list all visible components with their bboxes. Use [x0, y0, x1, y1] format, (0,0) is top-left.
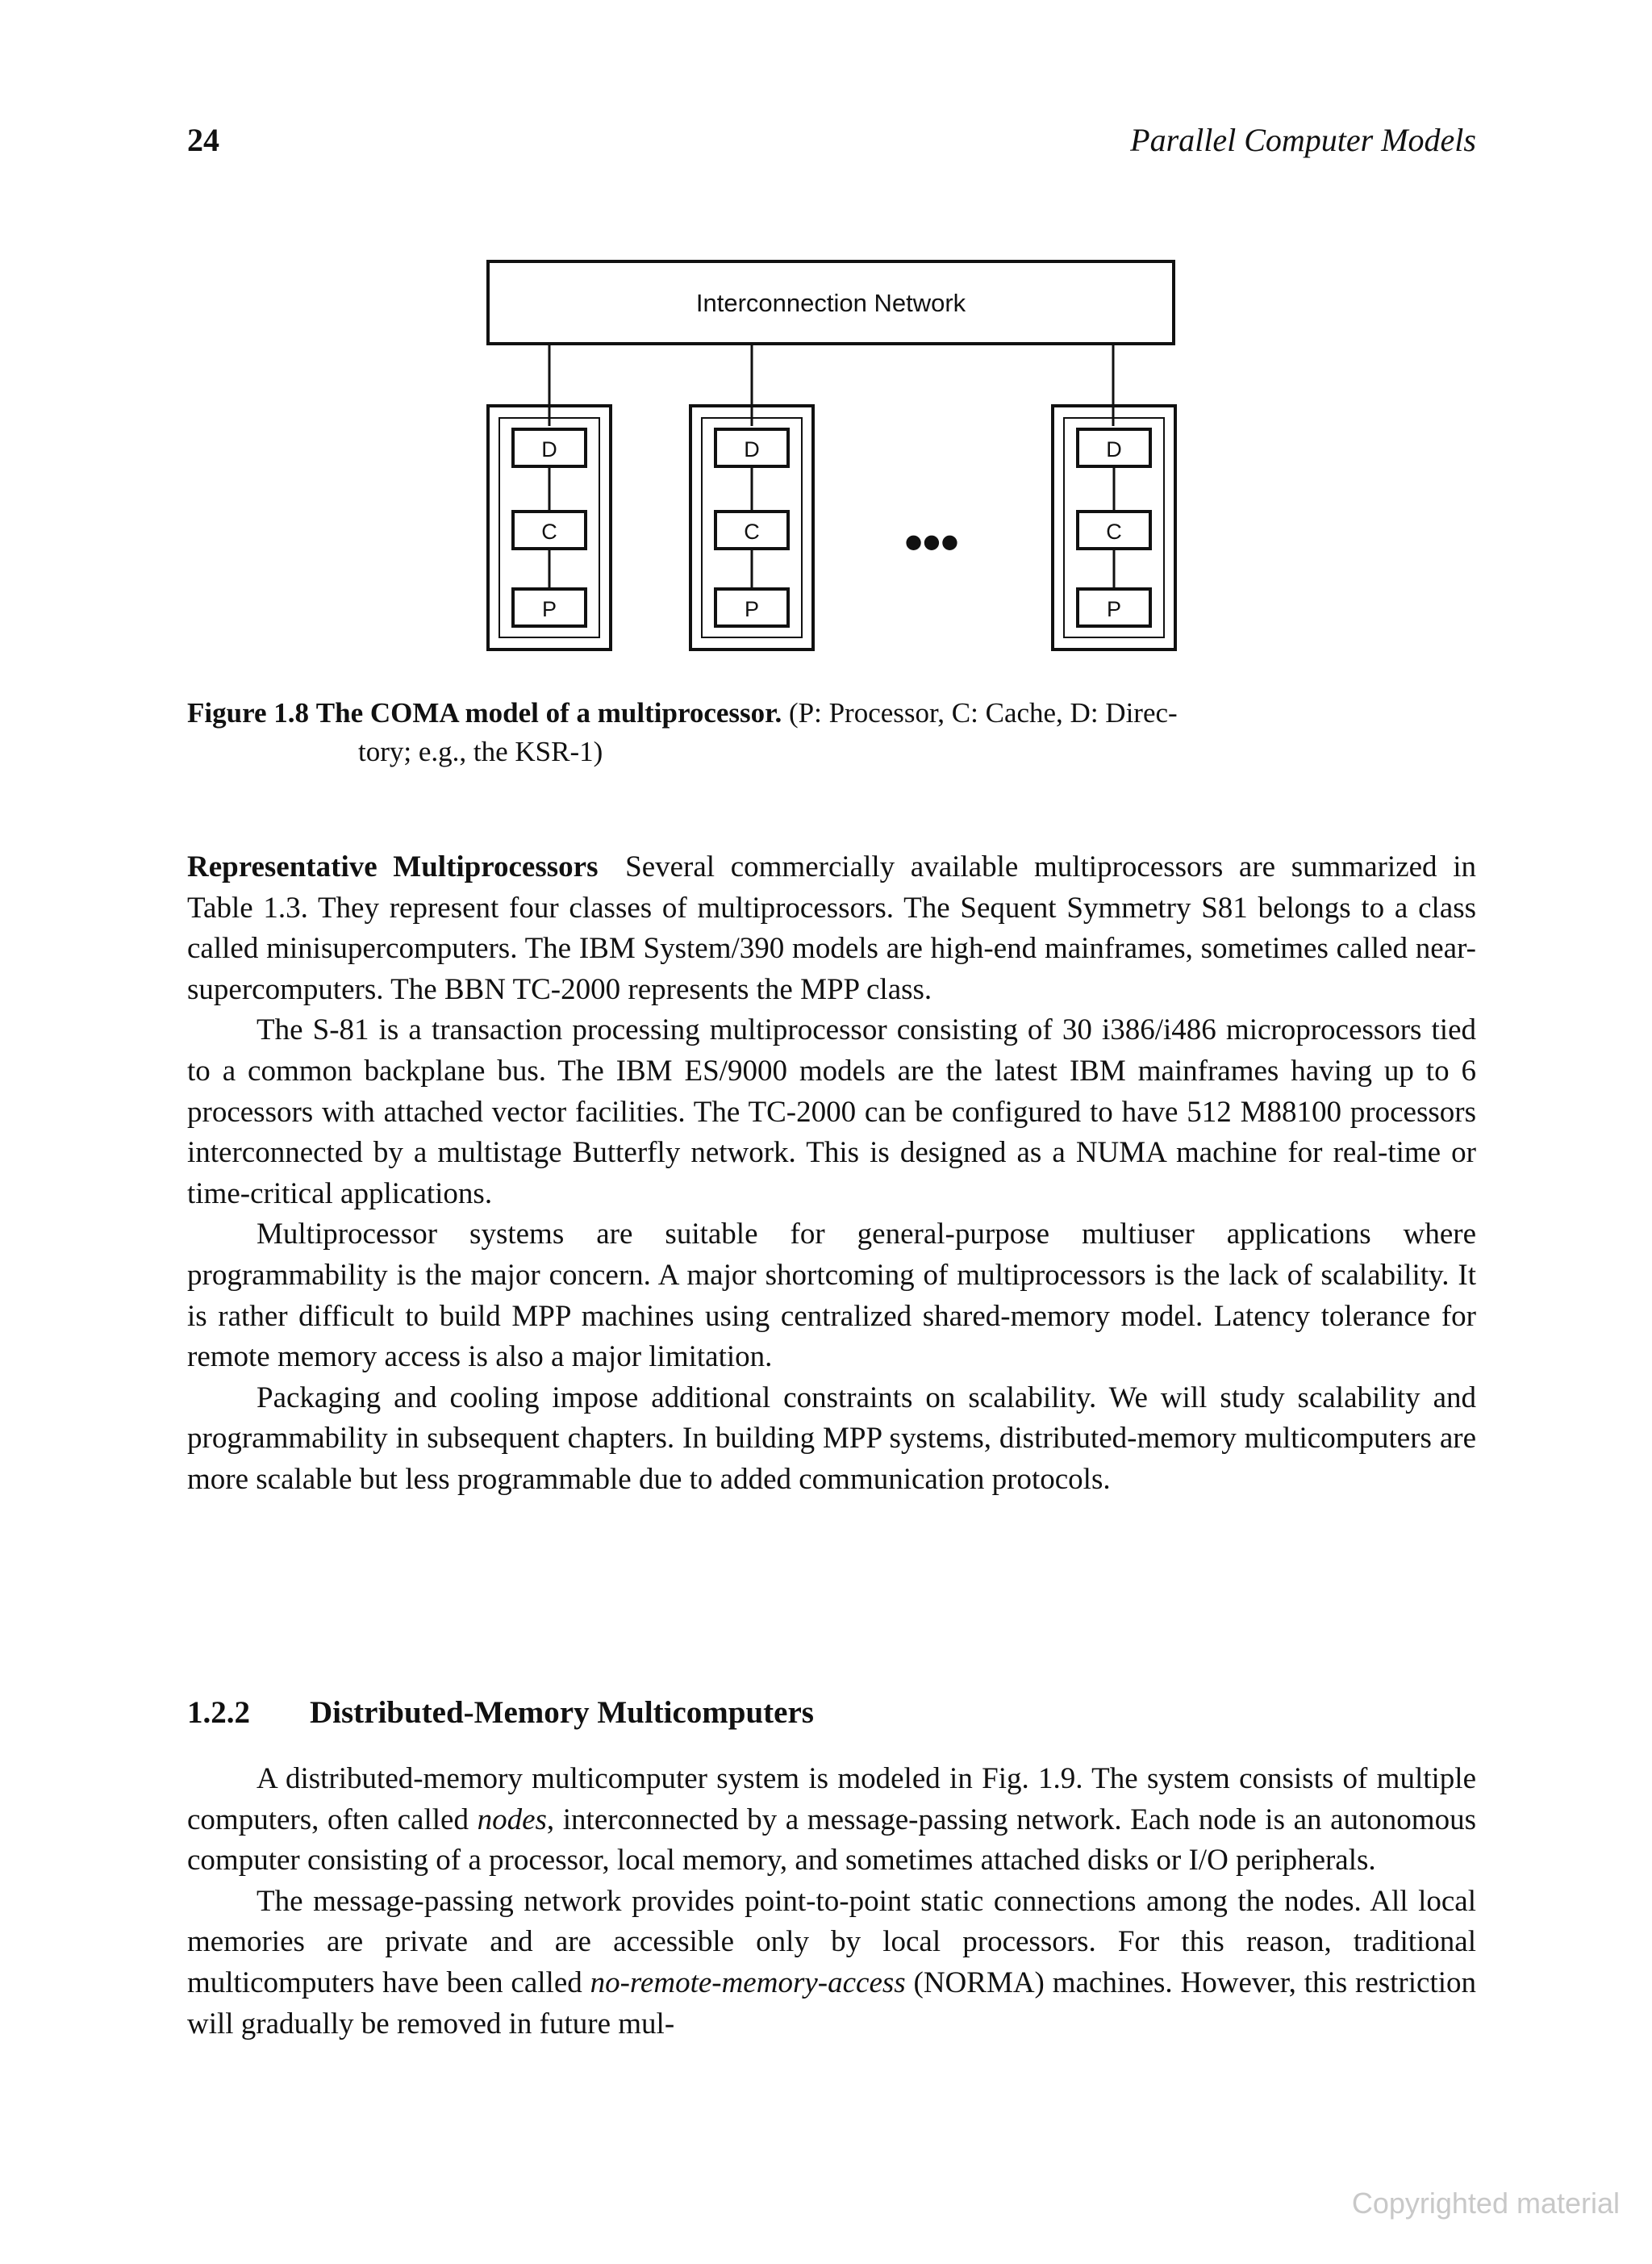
- processor-label: P: [1106, 597, 1122, 621]
- paragraph: The message-passing network provides point-to-point static connections among the nodes. All local memories are private and are accessible only by local processors. For this reason, traditional multicomputers have been called no-remote-memory-access (NORMA) machines. However, this restriction will gradually be removed in future mul-: [187, 1884, 1476, 2041]
- cache-label: C: [1106, 520, 1122, 544]
- paragraph: Packaging and cooling impose additional constraints on scalability. We will study scalability and programmability in subsequent chapters. In building MPP systems, distributed-memory multicomputers are more scalable but less programmable due to added communication protocols.: [187, 1381, 1476, 1496]
- distributed-memory-section: [187, 1759, 1476, 2045]
- caption-text: (P: Processor, C: Cache, D: Direc-: [789, 697, 1178, 729]
- paragraph: Multiprocessor systems are suitable for general-purpose multiuser applications where programmability is the major concern. A major shortcoming of multiprocessors is the lack of scalability. It is rather difficult to build MPP machines using centralized shared-memory model. Latency tolerance for remote memory access is also a major limitation.: [187, 1218, 1476, 1374]
- paragraph: Representative Multiprocessors Several commercially available multiprocessors are summarized in Table 1.3. They represent four classes of multiprocessors. The Sequent Symmetry S81 belongs to a class called minisupercomputers. The IBM System/390 models are high-end mainframes, sometimes called near-supercomputers. The BBN TC-2000 represents the MPP class.: [187, 850, 1476, 1006]
- watermark: Copyrighted material: [1351, 2187, 1620, 2220]
- section-heading: [187, 1694, 814, 1731]
- figure-caption: [187, 694, 1478, 771]
- paragraph: The S-81 is a transaction processing multiprocessor consisting of 30 i386/i486 microprocessors tied to a common backplane bus. The IBM ES/9000 models are the latest IBM mainframes having up to 6 processors with attached vector facilities. The TC-2000 can be configured to have 512 M88100 processors interconnected by a multistage Butterfly network. This is designed as a NUMA machine for real-time or time-critical applications.: [187, 1013, 1476, 1210]
- emphasis-norma: no-remote-memory-access: [590, 1965, 906, 1999]
- cache-label: C: [541, 520, 557, 544]
- section-number: 1.2.2: [187, 1695, 250, 1730]
- caption-title: The COMA model of a multiprocessor.: [315, 697, 782, 729]
- running-title: Parallel Computer Models: [1130, 122, 1476, 158]
- run-in-heading: Representative Multiprocessors: [187, 850, 599, 883]
- directory-label: D: [1106, 437, 1122, 462]
- node-n: [1053, 406, 1175, 650]
- coma-diagram: [0, 0, 1652, 807]
- node-ellipsis: •••: [904, 513, 959, 571]
- cache-label: C: [744, 520, 760, 544]
- caption-text-continued: tory; e.g., the KSR-1): [358, 736, 603, 767]
- processor-label: P: [744, 597, 760, 621]
- node-2: [690, 406, 813, 650]
- node-1: [488, 406, 611, 650]
- emphasis-nodes: nodes: [477, 1802, 547, 1836]
- directory-label: D: [541, 437, 557, 462]
- paragraph: A distributed-memory multicomputer system is modeled in Fig. 1.9. The system consists of multiple computers, often called nodes, interconnected by a message-passing network. Each node is an autonomous computer consisting of a processor, local memory, and sometimes attached disks or I/O peripherals.: [187, 1762, 1476, 1878]
- interconnection-network-label: Interconnection Network: [695, 289, 966, 317]
- section-title: Distributed-Memory Multicomputers: [310, 1695, 814, 1730]
- processor-label: P: [541, 597, 557, 621]
- representative-multiprocessors-section: [187, 847, 1476, 1501]
- caption-label: Figure 1.8: [187, 697, 310, 729]
- page-number: 24: [187, 122, 219, 158]
- directory-label: D: [744, 437, 760, 462]
